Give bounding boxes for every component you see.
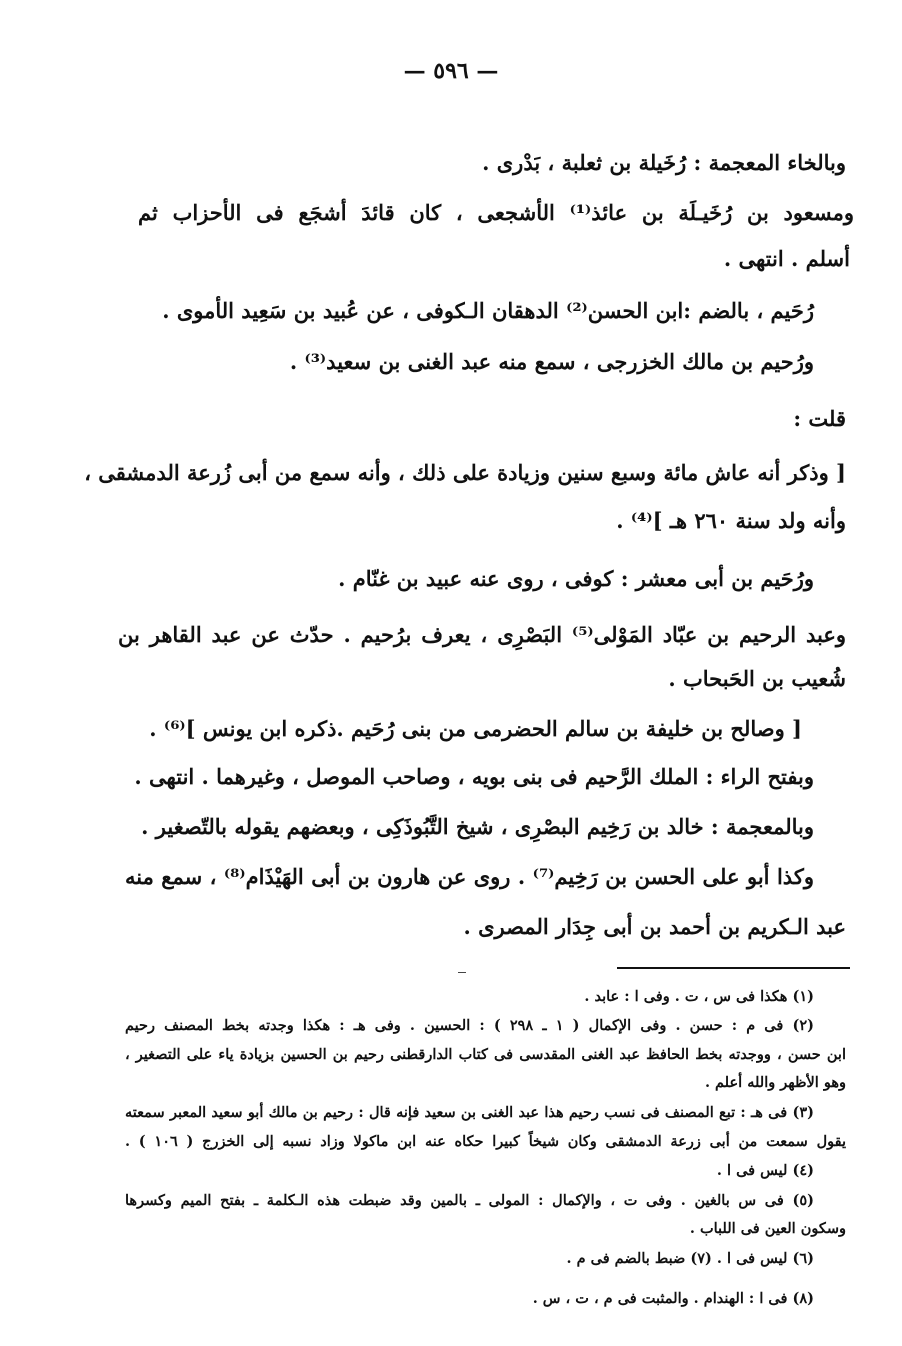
body-line-7: [ وذكر أنه عاش مائة وسبع سنين وزيادة على ذلك ، وأنه سمع من أبى زُرعة الدمشقى ، (84, 460, 846, 485)
footnote-3-cont: يقول سمعت من أبى زرعة الدمشقى وكان شيخاً كبيرا حكاه عنه ابن ماكولا وزاد نسبه إلى الخزرج ( ١٠٦ ) . (125, 1133, 846, 1150)
body-line-16: عبد الـكريم بن أحمد بن أبى جِدَار المصرى . (463, 914, 846, 939)
footnote-3: (٣) فى هـ : تبع المصنف فى نسب رحيم هذا عبد الغنى بن سعيد فإنه قال : رحيم بن مالك أبو سعيد المعبر سمعته (125, 1104, 814, 1121)
separator-mark (458, 972, 466, 973)
footnote-5-cont: وسكون العين فى اللباب . (689, 1220, 846, 1237)
page-number: — ٥٩٦ — (403, 58, 499, 84)
footnote-2: (٢) فى م : حسن . وفى الإكمال ( ١ ـ ٢٩٨ ) : الحسين . وفى هـ : هكذا وجدته بخط المصنف رحيم (125, 1017, 814, 1034)
body-line-6: قلت : (793, 406, 846, 431)
footnote-2-cont-1: ابن حسن ، ووجدته بخط الحافظ عبد الغنى المقدسى فى كتاب الدارقطنى رحيم بن الحسين بزيادة ياء على التصغير ، (125, 1046, 846, 1063)
body-line-5: ورُحيم بن مالك الخزرجى ، سمع منه عبد الغنى بن سعيد⁽³⁾ . (289, 349, 814, 374)
body-line-1: وبالخاء المعجمة : رُخَيلة بن ثعلبة ، بَدْرى . (482, 150, 846, 175)
footnote-8: (٨) فى ا : الهندام . والمثبت فى م ، ت ، س . (532, 1290, 814, 1307)
footnote-1: (١) هكذا فى س ، ت . وفى ا : عابد . (584, 988, 814, 1005)
footnote-5: (٥) فى س بالغين . وفى ت ، والإكمال : المولى ـ بالمين وقد ضبطت هذه الـكلمة ـ بفتح الميم وكسرها (125, 1192, 814, 1209)
body-line-12: [ وصالح بن خليفة بن سالم الحضرمى من بنى رُحَيم .ذكره ابن يونس ]⁽⁶⁾ . (149, 716, 802, 741)
footnote-2-cont-2: وهو الأظهر والله أعلم . (704, 1074, 846, 1091)
body-line-3: أسلم . انتهى . (723, 246, 850, 271)
body-line-9: ورُحَيم بن أبى معشر : كوفى ، روى عنه عبيد بن غنّام . (338, 566, 814, 591)
body-line-10: وعبد الرحيم بن عبّاد المَوْلى⁽⁵⁾ البَصْرِى ، يعرف برُحيم . حدّث عن عبد القاهر بن (118, 622, 847, 647)
body-line-15: وكذا أبو على الحسن بن رَخِيم⁽⁷⁾ . روى عن هارون بن أبى الهَيْذَام⁽⁸⁾ ، سمع منه (125, 864, 814, 889)
body-line-14: وبالمعجمة : خالد بن رَخِيم البصْرِى ، شيخ التَّبُوذَكِى ، وبعضهم يقوله بالتّصغير . (141, 814, 814, 839)
body-line-13: وبفتح الراء : الملك الرَّحيم فى بنى بويه ، وصاحب الموصل ، وغيرهما . انتهى . (134, 764, 814, 789)
footnote-4: (٤) ليس فى ا . (716, 1162, 814, 1179)
body-line-4: رُحَيم ، بالضم :ابن الحسن⁽²⁾ الدهقان الـكوفى ، عن عُبيد بن سَعِيد الأموى . (162, 298, 814, 323)
body-line-11: شُعيب بن الحَبحاب . (668, 666, 846, 691)
body-line-2: ومسعود بن رُخَيـلَة بن عائذ⁽¹⁾ الأشجعى ، كان قائدَ أشجَع فى الأحزاب ثم (138, 200, 855, 225)
footnote-6-7: (٦) ليس فى ا . (٧) ضبط بالضم فى م . (566, 1250, 814, 1267)
footnote-rule (617, 967, 850, 969)
body-line-8: وأنه ولد سنة ٢٦٠ هـ ]⁽⁴⁾ . (616, 508, 846, 533)
